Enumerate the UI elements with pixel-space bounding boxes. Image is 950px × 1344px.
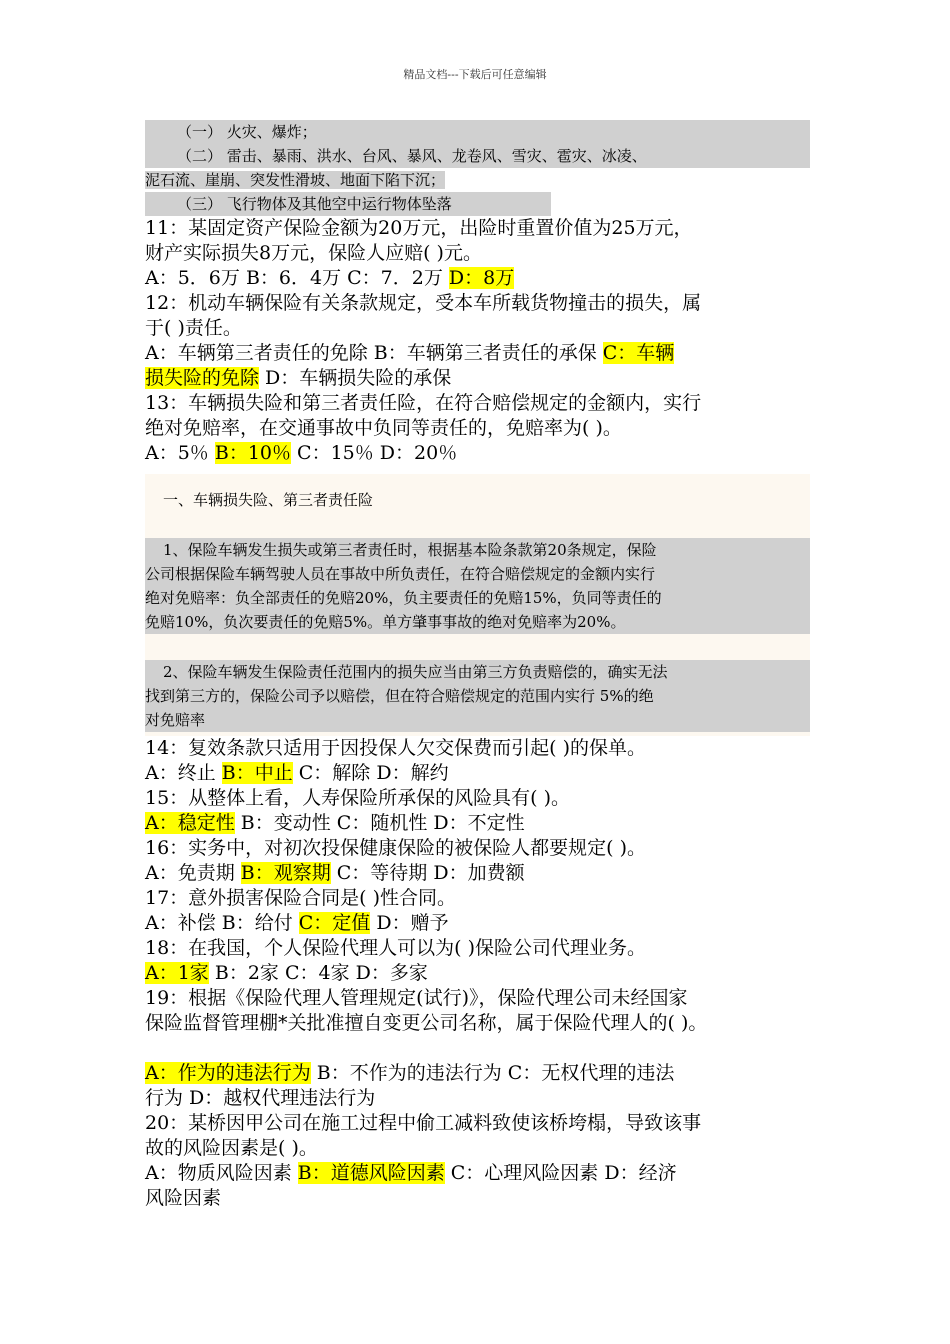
q20-options-2: 风险因素 (145, 1187, 222, 1209)
q13-answer: B：10％ (214, 442, 291, 464)
question-17 (145, 886, 810, 936)
q18-stem: 18：在我国，个人保险代理人可以为( )保险公司代理业务。 (145, 937, 647, 959)
intro-line-3-text: 泥石流、崖崩、突发性滑坡、地面下陷下沉； (145, 171, 446, 189)
question-14 (145, 736, 810, 786)
q16-answer: B：观察期 (240, 862, 331, 884)
q17-options (145, 911, 810, 936)
q19-options-2: 行为 D：越权代理违法行为 (145, 1087, 376, 1109)
q20-stem-1: 20：某桥因甲公司在施工过程中偷工减料致使该桥垮榻，导致该事 (145, 1112, 702, 1134)
q12-stem-2: 于( )责任。 (145, 317, 242, 339)
q16-option-a: A：免责期 (145, 862, 241, 884)
q20-stem-2: 故的风险因素是( )。 (145, 1137, 318, 1159)
q13-option-a: A：5％ (145, 442, 215, 464)
intro-block (145, 120, 810, 216)
q12-answer-part-1: C：车辆 (602, 342, 675, 364)
q18-options (145, 961, 810, 986)
q15-stem: 15：从整体上看，人寿保险所承保的风险具有( )。 (145, 787, 571, 809)
q19-stem-2: 保险监督管理棚*关批准擅自变更公司名称，属于保险代理人的( )。 (145, 1012, 708, 1034)
question-19 (145, 986, 810, 1111)
q11-options-text: A：5．6万 B：6．4万 C：7．2万 (145, 267, 449, 289)
q19-answer: A：作为的违法行为 (145, 1062, 311, 1084)
q12-stem-1: 12：机动车辆保险有关条款规定，受本车所载货物撞击的损失，属 (145, 292, 702, 314)
explanation-note (145, 474, 810, 736)
q14-options-rest: C：解除 D：解约 (292, 762, 449, 784)
q15-options-rest: B：变动性 C：随机性 D：不定性 (234, 812, 525, 834)
q18-options-rest: B：2家 C：4家 D：多家 (208, 962, 428, 984)
note-p1-line-3: 绝对免赔率：负全部责任的免赔20%，负主要责任的免赔15%，负同等责任的 (145, 589, 662, 607)
note-p2-line-3: 对免赔率 (145, 711, 206, 729)
q11-options (145, 266, 810, 291)
q12-answer-part-2: 损失险的免除 (145, 367, 260, 389)
page-header: 精品文档---下载后可任意编辑 (403, 68, 547, 81)
note-p1-line-4: 免赔10%，负次要责任的免赔5%。单方肇事事故的绝对免赔率为20%。 (145, 613, 626, 631)
note-p2-line-1: 2、保险车辆发生保险责任范围内的损失应当由第三方负责赔偿的，确实无法 (163, 663, 668, 681)
note-paragraph-2 (145, 660, 810, 732)
q19-options-1 (145, 1061, 810, 1086)
q17-options-ab: A：补偿 B：给付 (145, 912, 299, 934)
q18-answer: A：1家 (145, 962, 209, 984)
intro-line-1: （一） 火灾、爆炸； (145, 120, 810, 144)
intro-line-3 (145, 168, 810, 192)
q14-options (145, 761, 810, 786)
q14-option-a: A：终止 (145, 762, 222, 784)
q11-stem-1: 11：某固定资产保险金额为20万元，出险时重置价值为25万元， (145, 217, 693, 239)
note-paragraph-1 (145, 538, 810, 634)
question-12 (145, 291, 810, 391)
q20-answer: B：道德风险因素 (297, 1162, 445, 1184)
q13-options-rest: C：15％ D：20％ (291, 442, 458, 464)
question-20 (145, 1111, 810, 1211)
q20-options-1 (145, 1161, 810, 1186)
q11-stem-2: 财产实际损失8万元，保险人应赔( )元。 (145, 242, 482, 264)
q15-answer: A：稳定性 (145, 812, 235, 834)
q14-stem: 14：复效条款只适用于因投保人欠交保费而引起( )的保单。 (145, 737, 647, 759)
q19-options-1-text: B：不作为的违法行为 C：无权代理的违法 (310, 1062, 675, 1084)
q17-stem: 17：意外损害保险合同是( )性合同。 (145, 887, 457, 909)
note-p2-line-2: 找到第三方的，保险公司予以赔偿，但在符合赔偿规定的范围内实行 5%的绝 (145, 687, 654, 705)
question-11 (145, 216, 810, 291)
q13-options (145, 441, 810, 466)
q17-options-rest: D：赠予 (370, 912, 449, 934)
q16-options (145, 861, 810, 886)
q13-stem-1: 13：车辆损失险和第三者责任险，在符合赔偿规定的金额内，实行 (145, 392, 702, 414)
document-body (145, 120, 810, 1211)
question-13 (145, 391, 810, 466)
q19-stem-1: 19：根据《保险代理人管理规定(试行)》，保险代理公司未经国家 (145, 987, 688, 1009)
q20-option-a: A：物质风险因素 (145, 1162, 298, 1184)
note-title: 一、车辆损失险、第三者责任险 (163, 491, 374, 509)
question-15 (145, 786, 810, 836)
q16-options-rest: C：等待期 D：加费额 (330, 862, 525, 884)
question-18 (145, 936, 810, 986)
q12-options-1-text: A：车辆第三者责任的免除 B：车辆第三者责任的承保 (145, 342, 603, 364)
q12-options-1 (145, 341, 810, 366)
question-16 (145, 836, 810, 886)
note-p1-line-2: 公司根据保险车辆驾驶人员在事故中所负责任，在符合赔偿规定的金额内实行 (145, 565, 656, 583)
q20-options-1-text: C：心理风险因素 D：经济 (444, 1162, 677, 1184)
q16-stem: 16：实务中，对初次投保健康保险的被保险人都要规定( )。 (145, 837, 647, 859)
note-p1-line-1: 1、保险车辆发生损失或第三者责任时，根据基本险条款第20条规定，保险 (163, 541, 657, 559)
q13-stem-2: 绝对免赔率，在交通事故中负同等责任的，免赔率为( )。 (145, 417, 622, 439)
intro-line-4: （三） 飞行物体及其他空中运行物体坠落 (145, 192, 551, 216)
q11-answer: D：8万 (448, 267, 515, 289)
q14-answer: B：中止 (221, 762, 293, 784)
q17-answer: C：定值 (298, 912, 371, 934)
intro-line-2: （二） 雷击、暴雨、洪水、台风、暴风、龙卷风、雪灾、雹灾、冰凌、 (145, 144, 810, 168)
q15-options (145, 811, 810, 836)
q12-options-2-text: D：车辆损失险的承保 (259, 367, 452, 389)
q12-options-2 (145, 366, 810, 391)
